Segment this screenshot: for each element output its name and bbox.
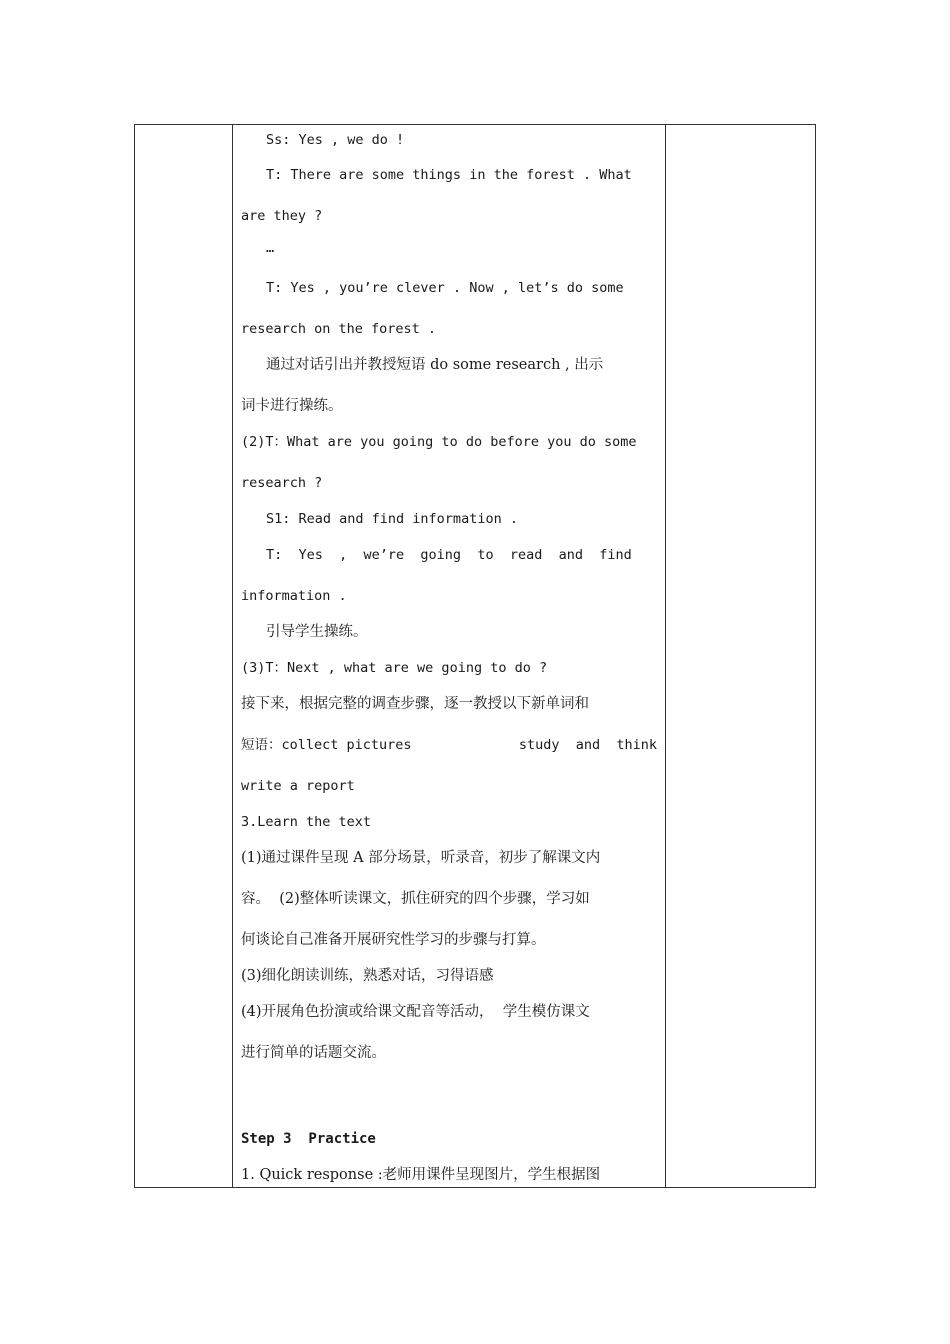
instruction-line: (3)细化朗读训练，熟悉对话，习得语感 [241,968,494,984]
vocabulary-line: write a report [241,778,355,794]
instruction-line: 引导学生操练。 [266,624,368,640]
lesson-plan-table [134,124,816,1188]
dialogue-line: T: There are some things in the forest . What [266,167,632,183]
instruction-line: 何谈论自己准备开展研究性学习的步骤与打算。 [241,932,546,948]
dialogue-line: (3)T：Next , what are we going to do ? [241,660,548,676]
dialogue-line: (2)T：What are you going to do before you do some [241,434,637,450]
instruction-line: (1)通过课件呈现 A 部分场景，听录音，初步了解课文内 [241,850,601,866]
dialogue-line: Ss: Yes , we do ! [266,132,405,148]
instruction-line: 通过对话引出并教授短语 do some research , 出示 [266,357,604,373]
instruction-line: 进行简单的话题交流。 [241,1045,386,1061]
dialogue-line: S1: Read and find information . [266,511,518,527]
instruction-line: 接下来，根据完整的调查步骤，逐一教授以下新单词和 [241,696,589,712]
vocabulary-line [241,736,657,754]
dialogue-line: information . [241,588,347,604]
dialogue-line: T: Yes , you’re clever . Now , let’s do some [266,280,624,296]
step-heading: Step 3 Practice [241,1131,376,1147]
dialogue-line: research on the forest . [241,321,437,337]
instruction-line: 容。 (2)整体听读课文，抓住研究的四个步骤，学习如 [241,891,590,907]
instruction-line: 1. Quick response :老师用课件呈现图片，学生根据图 [241,1167,601,1183]
dialogue-line: T: Yes , we’re going to read and find [266,547,632,563]
step-heading: 3.Learn the text [241,814,372,830]
dialogue-line: research ? [241,475,323,491]
ellipsis-line: … [266,240,275,256]
vocabulary-phrase: 短语：collect pictures [241,737,412,753]
column-divider-right [665,125,666,1187]
instruction-line: 词卡进行操练。 [241,398,343,414]
vocabulary-phrase: study and think [518,737,657,753]
dialogue-line: are they ? [241,208,323,224]
instruction-line: (4)开展角色扮演或给课文配音等活动， 学生模仿课文 [241,1004,590,1020]
column-divider-left [232,125,233,1187]
